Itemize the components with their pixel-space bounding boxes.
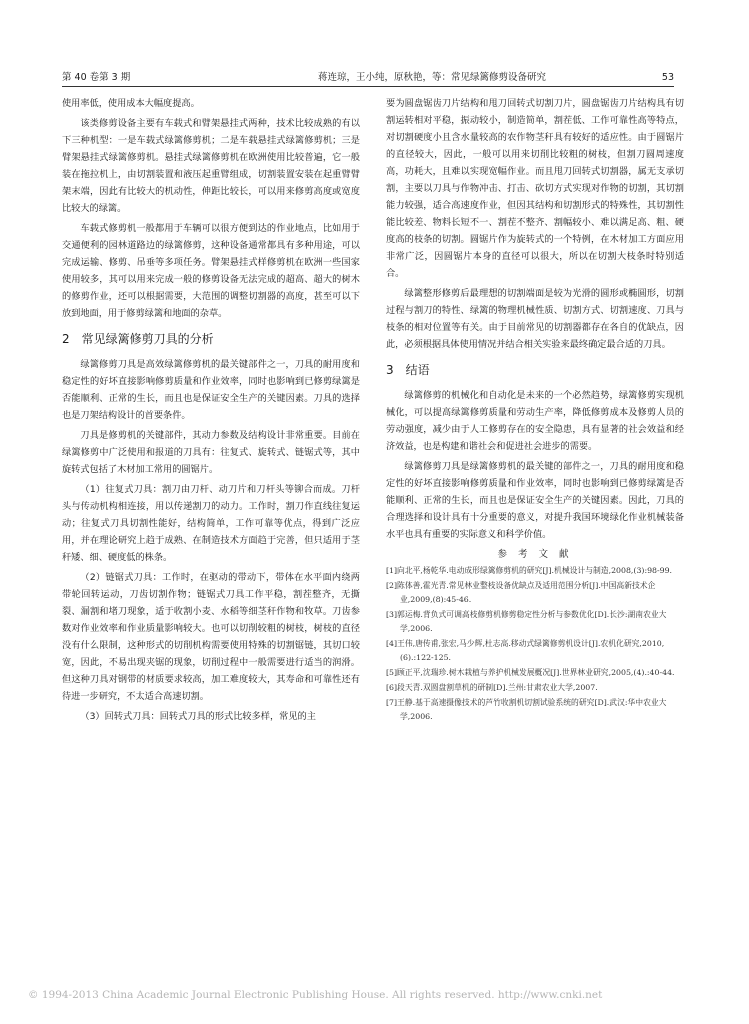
section-title: 常见绿篱修剪刀具的分析 [81,332,214,346]
paragraph: （1）往复式刀具：割刀由刀杆、动刀片和刀杆头等铆合而成。刀杆头与传动机构相连接，用以传递割刀的动力。工作时，割刀作直线往复运动；往复式刀具切割性能好，结构简单，工作可靠等优点，得到广泛应用，并在理论研究上趋于成熟、在制造技术方面趋于完善，但只适用于茎秆矮、细、硬度低的株条。 [62,484,360,563]
reference-item: [1]向北平,杨乾华.电动成形绿篱修剪机的研究[J].机械设计与制造,2008,(3):98-99. [386,566,673,575]
paragraph: 绿篱修剪刀具是绿篱修剪机的最关键的部件之一，刀具的耐用度和稳定性的好坏直接影响修剪质量和作业效率，同时也影响到已修剪绿篱是否能顺利、正常的生长，而且也是保证安全生产的关键因素。因此，刀具的合理选择和设计具有十分重要的意义，对提升我国环境绿化作业机械装备水平也具有重要的实际意义和科学价值。 [386,461,684,540]
paragraph: 绿篱修剪刀具是高效绿篱修剪机的最关键部件之一，刀具的耐用度和稳定性的好坏直接影响修剪质量和作业效率，同时也影响到已修剪绿篱是否能顺利、正常的生长，而且也是保证安全生产的关键因素。刀具的选择也是刀架结构设计的首要条件。 [62,359,360,421]
paragraph: （3）回转式刀具：回转式刀具的形式比较多样，常见的主 [80,711,316,722]
section-heading [386,361,684,379]
reference-item: [7]王静.基于高速摄像技术的芦竹收割机切割试验系统的研究[D].武汉:华中农业大学,2006. [386,698,667,721]
page-number: 53 [661,72,674,83]
reference-item: [2]陈体善,霍光青.常见林业整枝设备优缺点及适用范围分析[J].中国高新技术企业,2009,(8):45-46. [386,581,656,604]
paragraph: 使用率低，使用成本大幅度提高。 [62,98,200,109]
section-number: 3 [386,363,394,377]
reference-item: [6]段天青.双圆盘割草机的研制[D].兰州:甘肃农业大学,2007. [386,683,598,692]
paragraph: 该类修剪设备主要有车载式和臂架悬挂式两种，技术比较成熟的有以下三种机型：一是车载式绿篱修剪机；二是车载悬挂式绿篱修剪机；三是臂架悬挂式绿篱修剪机。悬挂式绿篱修剪机在欧洲使用比较普遍，它一般装在拖拉机上，由切割装置和液压起重臂组成，切割装置安装在起重臂臂架末端，因此有比较大的机动性，伸距比较长，可以用来修剪高度或宽度比较大的绿篱。 [62,118,360,214]
paragraph: 车载式修剪机一般都用于车辆可以很方便到达的作业地点，比如用于交通便利的园林道路边的绿篱修剪，这种设备通常都具有多种用途，可以完成运输、修剪、吊垂等多项任务。臂架悬挂式样修剪机在欧洲一些国家使用较多，其可以用来完成一般的修剪设备无法完成的超高、超大的树木的修剪作业，还可以根据需要，大范围的调整切割器的高度，甚至可以下放到地面，用于修剪绿篱和地面的杂草。 [62,223,360,319]
volume-issue: 第 40 卷第 3 期 [62,72,131,83]
section-number: 2 [62,332,70,346]
references-title: 参 考 文 献 [497,549,573,560]
paragraph: （2）链锯式刀具：工作时，在驱动的带动下，带体在水平面内绕两带轮回转运动，刀齿切割作物；链锯式刀具工作平稳，割茬整齐，无撕裂、漏割和堵刀现象，适于收割小麦、水稻等细茎秆作物和牧草。刀齿参数对作业效率和作业质量影响较大。也可以切削较粗的树枝，树枝的直径没有什么限制，这种形式的切削机构需要使用特殊的切割锯链，其切口较宽，因此，不易出现夹锯的现象，切削过程中一般需要进行适当的润滑。但这种刀具对钢带的材质要求较高，加工难度较大，其寿命和可靠性还有待进一步研究，不太适合高速切割。 [62,572,360,702]
copyright-footer: © 1994-2013 China Academic Journal Electronic Publishing House. All rights reserved. http://www.cnki.net [28,989,603,1001]
paragraph: 绿篱修剪的机械化和自动化是未来的一个必然趋势，绿篱修剪实现机械化，可以提高绿篱修剪质量和劳动生产率，降低修剪成本及修剪人员的劳动强度，减少由于人工修剪存在的安全隐患，具有显著的社会效益和经济效益，也是构建和谐社会和促进社会进步的需要。 [386,390,684,452]
reference-item: [3]郭运梅.背负式可调高枝修剪机修剪稳定性分析与参数优化[D].长沙:湖南农业大学,2006. [386,610,667,633]
paragraph: 要为圆盘锯齿刀片结构和甩刀回转式切割刀片，圆盘锯齿刀片结构具有切割运转相对平稳，振动较小，制造简单，割茬低、工作可靠性高等特点，对切割硬度小且含水量较高的农作物茎秆具有较好的适应性。由于圆锯片的直径较大，因此，一般可以用来切削比较粗的树枝，但割刀圆周速度高，功耗大，且难以实现宽幅作业。而且甩刀回转式切割器，属无支承切割，主要以刀具与作物冲击、打击、砍切方式实现对作物的切割，其切割能力较强，适合高速度作业，但因其结构和切割形式的特殊性，其切割性能比较差、物料长短不一、割茬不整齐、割幅较小、难以满足高、粗、硬度高的枝条的切割。圆锯片作为旋转式的一个特例，在木材加工方面应用非常广泛，因圆锯片本身的直径可以很大，所以在切割大枝条时特别适合。 [386,98,684,279]
left-column [62,95,360,728]
section-heading [62,330,360,348]
reference-item: [4]王伟,唐传甫,张宏,马少辉,杜志高.移动式绿篱修剪机设计[J].农机化研究,2010,(6).:122-125. [386,639,665,662]
running-title: 蒋连琼，王小纯，原秋艳，等：常见绿篱修剪设备研究 [318,72,547,83]
paragraph: 绿篱整形修剪后最理想的切割端面是较为光滑的圆形或椭圆形，切割过程与割刀的特性、绿篱的物理机械性质、切割方式、切割速度、刀具与枝条的相对位置等有关。由于目前常见的切割器都存在各自的优缺点，因此，必须根据具体使用情况并结合相关实验来最终确定最合适的刀具。 [386,288,684,350]
right-column [386,95,684,725]
paragraph: 刀具是修剪机的关键部件，其动力参数及结构设计非常重要。目前在绿篱修剪中广泛使用和报道的刀具有：往复式、旋转式、链锯式等，其中旋转式包括了木材加工常用的圆锯片。 [62,430,360,475]
reference-list [386,564,684,724]
section-title: 结语 [405,363,430,377]
running-header [62,70,674,87]
reference-item: [5]顾正平,沈瑞珍.树木栽植与养护机械发展概况[J].世界林业研究,2005,(4).:40-44. [386,668,675,677]
